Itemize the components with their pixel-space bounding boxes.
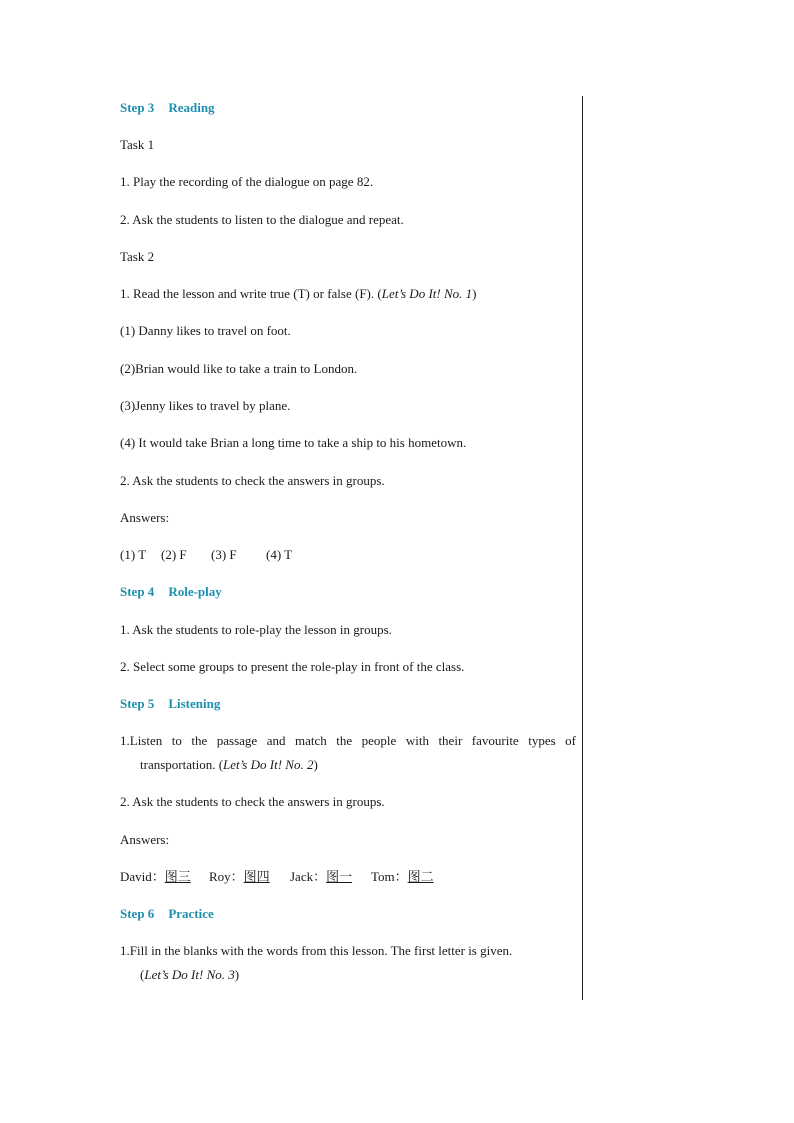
task1-label: Task 1	[120, 137, 155, 152]
step-title: Reading	[168, 100, 215, 115]
statement-2: (2)Brian would like to take a train to London.	[120, 361, 358, 376]
step6-item-1-line-2: (Let’s Do It! No. 3)	[140, 967, 240, 982]
exercise-reference: Let’s Do It! No. 2	[223, 757, 314, 772]
task1-item-2: 2. Ask the students to listen to the dialogue and repeat.	[120, 212, 404, 227]
task1-item-1: 1. Play the recording of the dialogue on page 82.	[120, 174, 374, 189]
step-title: Practice	[168, 906, 214, 921]
step-title: Role-play	[168, 584, 222, 599]
step-number: Step 5	[120, 696, 155, 711]
step5-item-1-line-2: transportation. (Let’s Do It! No. 2)	[140, 757, 318, 772]
answer-4: (4) T	[266, 547, 293, 562]
step4-heading	[120, 583, 576, 601]
step5-item-2: 2. Ask the students to check the answers in groups.	[120, 794, 385, 809]
step-number: Step 6	[120, 906, 155, 921]
step6-item-1-line-1: 1.Fill in the blanks with the words from this lesson. The first letter is given.	[120, 943, 513, 958]
task2-item-1: 1. Read the lesson and write true (T) or false (F). (Let’s Do It! No. 1)	[120, 286, 477, 301]
step6-heading	[120, 905, 576, 923]
match-answers-row	[120, 868, 576, 886]
step5-item-1-line-1: 1.Listen to the passage and match the people with their favourite types of	[120, 733, 576, 748]
exercise-reference: Let’s Do It! No. 1	[381, 286, 473, 301]
answers-label: Answers:	[120, 510, 170, 525]
statement-3: (3)Jenny likes to travel by plane.	[120, 398, 291, 413]
match-roy: Roy：图四	[209, 869, 270, 884]
statement-4: (4) It would take Brian a long time to take a ship to his hometown.	[120, 435, 467, 450]
step-number: Step 3	[120, 100, 155, 115]
vertical-rule	[582, 96, 583, 1000]
step5-heading	[120, 695, 576, 713]
task2-label: Task 2	[120, 249, 155, 264]
step3-heading	[120, 99, 576, 117]
match-david: David：图三	[120, 869, 191, 884]
step4-item-1: 1. Ask the students to role-play the lesson in groups.	[120, 622, 392, 637]
match-tom: Tom：图二	[371, 869, 434, 884]
exercise-reference: Let’s Do It! No. 3	[144, 967, 235, 982]
statement-1: (1) Danny likes to travel on foot.	[120, 323, 291, 338]
answers-row	[120, 546, 576, 564]
answer-1: (1) T	[120, 547, 147, 562]
step5-answers-label: Answers:	[120, 832, 170, 847]
step-number: Step 4	[120, 584, 155, 599]
match-jack: Jack：图一	[290, 869, 353, 884]
step4-item-2: 2. Select some groups to present the role-play in front of the class.	[120, 659, 465, 674]
step-title: Listening	[168, 696, 221, 711]
answer-2: (2) F	[161, 547, 187, 562]
answer-3: (3) F	[211, 547, 237, 562]
task2-item-2: 2. Ask the students to check the answers in groups.	[120, 473, 385, 488]
